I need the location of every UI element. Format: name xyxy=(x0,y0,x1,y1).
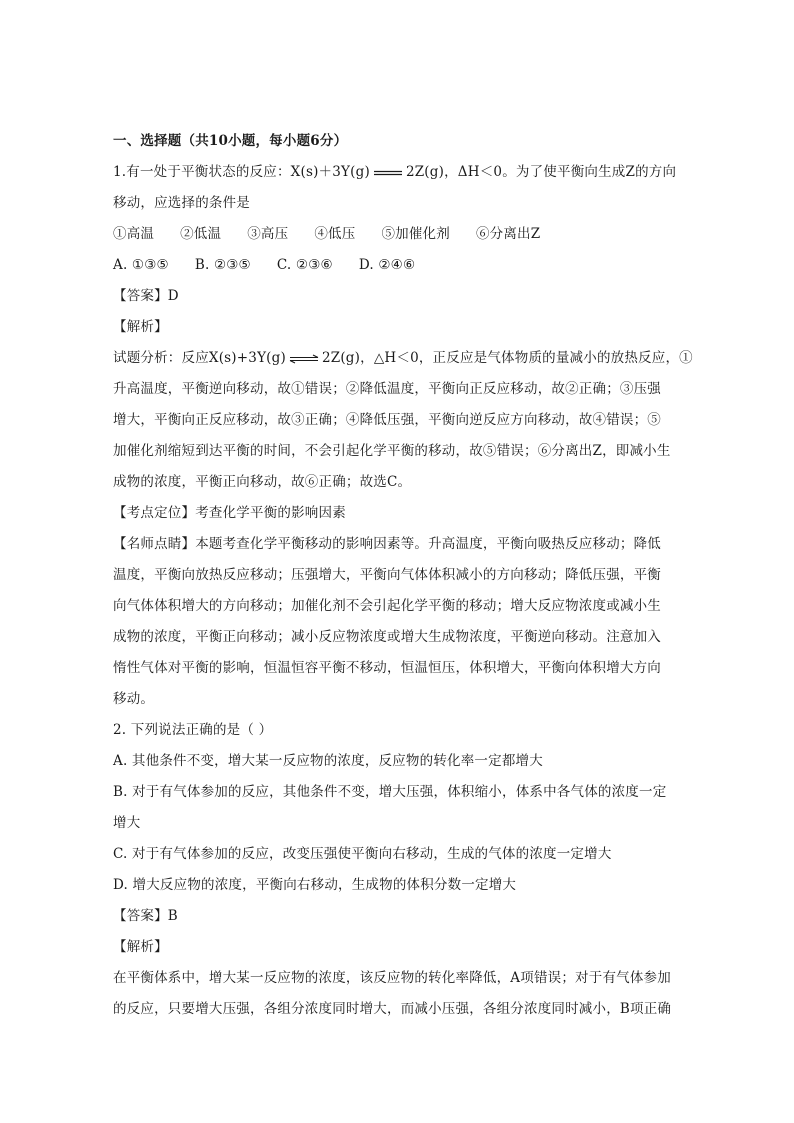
q1-option-b: B. ②③⑤ xyxy=(194,257,251,273)
document-page xyxy=(113,126,693,1025)
q2-analysis-text: 的反应，只要增大压强，各组分浓度同时增大，而减小压强，各组分浓度同时减小，B项正确 xyxy=(113,1001,672,1017)
q1-answer: 【答案】D xyxy=(113,288,179,304)
q2-option-a: A. 其他条件不变，增大某一反应物的浓度，反应物的转化率一定都增大 xyxy=(113,753,543,769)
q1-stem-line2: 移动，应选择的条件是 xyxy=(113,195,250,211)
q1-analysis-part1: 试题分析：反应X(s)+3Y(g) xyxy=(113,350,286,366)
condition-item: ②低温 xyxy=(180,226,222,242)
q1-mingshi-text: 移动。 xyxy=(113,691,155,707)
q1-option-d: D. ②④⑥ xyxy=(358,257,416,273)
q1-option-c: C. ②③⑥ xyxy=(276,257,333,273)
q1-kaodian: 【考点定位】考查化学平衡的影响因素 xyxy=(113,505,346,521)
section-title: 一、选择题（共10小题，每小题6分） xyxy=(113,133,348,149)
q2-option-b-cont: 增大 xyxy=(113,815,141,831)
q1-analysis-line1 xyxy=(113,343,693,374)
q2-answer: 【答案】B xyxy=(113,908,178,924)
condition-item: ①高温 xyxy=(113,226,155,242)
q1-analysis-part2: 2Z(g)，△H＜0，正反应是气体物质的量减小的放热反应，① xyxy=(321,350,693,366)
q1-mingshi-text: 惰性气体对平衡的影响，恒温恒容平衡不移动，恒温恒压，体积增大，平衡向体积增大方向 xyxy=(113,660,661,676)
q1-analysis-text: 成物的浓度，平衡正向移动，故⑥正确；故选C。 xyxy=(113,474,412,490)
q1-stem-part1: 1.有一处于平衡状态的反应：X(s)＋3Y(g) xyxy=(113,164,370,180)
q1-analysis-text: 升高温度，平衡逆向移动，故①错误；②降低温度，平衡向正反应移动，故②正确；③压强 xyxy=(113,381,661,397)
condition-item: ⑤加催化剂 xyxy=(381,226,450,242)
q1-stem-line1 xyxy=(113,157,688,188)
q2-option-d: D. 增大反应物的浓度，平衡向右移动，生成物的体积分数一定增大 xyxy=(113,877,517,893)
q1-mingshi-text: 向气体体积增大的方向移动；加催化剂不会引起化学平衡的移动；增大反应物浓度或减小生 xyxy=(113,598,661,614)
q1-mingshi-text: 【名师点睛】本题考查化学平衡移动的影响因素等。升高温度，平衡向吸热反应移动；降低 xyxy=(113,536,661,552)
q2-option-b: B. 对于有气体参加的反应，其他条件不变，增大压强，体积缩小，体系中各气体的浓度一定 xyxy=(113,784,667,800)
equilibrium-arrow-icon xyxy=(373,168,403,178)
condition-item: ④低压 xyxy=(314,226,356,242)
condition-item: ⑥分离出Z xyxy=(475,226,541,242)
q1-conditions xyxy=(113,219,688,250)
q1-mingshi-text: 成物的浓度，平衡正向移动；减小反应物浓度或增大生成物浓度，平衡逆向移动。注意加入 xyxy=(113,629,661,645)
q2-option-c: C. 对于有气体参加的反应，改变压强使平衡向右移动，生成的气体的浓度一定增大 xyxy=(113,846,612,862)
q1-analysis-title: 【解析】 xyxy=(113,319,168,335)
q1-analysis-text: 增大，平衡向正反应移动，故③正确；④降低压强，平衡向逆反应方向移动，故④错误；⑤ xyxy=(113,412,661,428)
q1-stem-part2: 2Z(g)，ΔH＜0。为了使平衡向生成Z的方向 xyxy=(405,164,677,180)
q1-option-a: A. ①③⑤ xyxy=(113,257,169,273)
q2-analysis-text: 在平衡体系中，增大某一反应物的浓度，该反应物的转化率降低，A项错误；对于有气体参加 xyxy=(113,970,671,986)
q1-options xyxy=(113,250,688,281)
q1-mingshi-text: 温度，平衡向放热反应移动；压强增大，平衡向气体体积减小的方向移动；降低压强，平衡 xyxy=(113,567,661,583)
q2-analysis-title: 【解析】 xyxy=(113,939,168,955)
reversible-arrow-icon xyxy=(289,354,319,364)
q2-stem: 2. 下列说法正确的是（ ） xyxy=(113,722,273,738)
condition-item: ③高压 xyxy=(247,226,289,242)
q1-analysis-text: 加催化剂缩短到达平衡的时间，不会引起化学平衡的移动，故⑤错误；⑥分离出Z，即减小生 xyxy=(113,443,671,459)
